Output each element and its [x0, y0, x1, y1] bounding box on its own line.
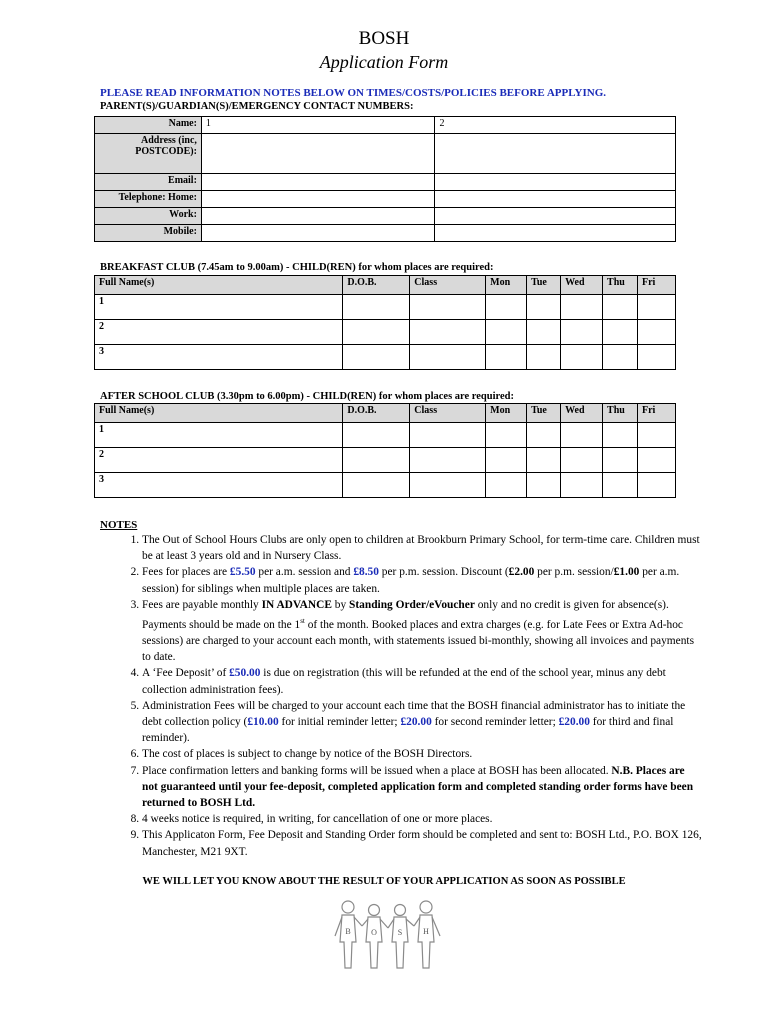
mon-cell[interactable] [486, 345, 527, 370]
contact-label-home: Telephone: Home: [95, 191, 202, 208]
table-row [95, 320, 676, 345]
col-dob: D.O.B. [343, 276, 410, 295]
thu-cell[interactable] [603, 473, 638, 498]
breakfast-table [94, 275, 676, 370]
notes-list [100, 532, 702, 860]
fee-value: £2.00 [508, 566, 535, 579]
contact-field-email-2[interactable] [435, 174, 676, 191]
table-row [95, 448, 676, 473]
note-text: Fees are payable monthly [142, 598, 262, 611]
tue-cell[interactable] [527, 295, 561, 320]
contact-field-mobile-1[interactable] [201, 225, 435, 242]
note-item [142, 746, 702, 762]
mon-cell[interactable] [486, 448, 527, 473]
note-text: The Out of School Hours Clubs are only open to children at Brookburn Primary School, for term-time care. Children must be at least 3 years old and in Nursery Class. [142, 534, 700, 563]
fri-cell[interactable] [638, 345, 676, 370]
contact-label-mobile: Mobile: [95, 225, 202, 242]
col-tue: Tue [527, 404, 561, 423]
table-row [95, 423, 676, 448]
afterschool-heading: AFTER SCHOOL CLUB (3.30pm to 6.00pm) - CHILD(REN) for whom places are required: [100, 391, 514, 402]
contact-field-home-1[interactable] [201, 191, 435, 208]
table-row [95, 191, 676, 208]
note-text: Administration Fees will be charged to your account each time that the BOSH financial administrator has to initiate the debt collection policy ( [142, 699, 686, 729]
contact-field-work-2[interactable] [435, 208, 676, 225]
contact-field-mobile-2[interactable] [435, 225, 676, 242]
note-item [142, 698, 702, 747]
dob-cell[interactable] [343, 320, 410, 345]
child-row-number[interactable]: 1 [95, 295, 343, 320]
tue-cell[interactable] [527, 473, 561, 498]
col-wed: Wed [561, 276, 603, 295]
col-full-name: Full Name(s) [95, 276, 343, 295]
class-cell[interactable] [410, 423, 486, 448]
contact-table [94, 116, 676, 242]
fri-cell[interactable] [638, 473, 676, 498]
page-title: BOSH [358, 28, 410, 49]
result-notice: WE WILL LET YOU KNOW ABOUT THE RESULT OF YOUR APPLICATION AS SOON AS POSSIBLE [142, 876, 626, 887]
col-thu: Thu [603, 404, 638, 423]
thu-cell[interactable] [603, 345, 638, 370]
note-text: A ‘Fee Deposit’ of [142, 667, 230, 680]
fee-value: £20.00 [400, 716, 432, 729]
class-cell[interactable] [410, 295, 486, 320]
contact-label-email: Email: [95, 174, 202, 191]
note-text: by [331, 598, 350, 611]
table-row [95, 117, 676, 134]
read-notes-notice: PLEASE READ INFORMATION NOTES BELOW ON TIMES/COSTS/POLICIES BEFORE APPLYING. [100, 87, 607, 99]
tue-cell[interactable] [527, 448, 561, 473]
note-text: Fees for places are [142, 566, 230, 579]
note-text: for initial reminder letter; [278, 716, 401, 729]
contact-field-email-1[interactable] [201, 174, 435, 191]
note-item [142, 763, 702, 812]
child-row-number[interactable]: 3 [95, 473, 343, 498]
dob-cell[interactable] [343, 295, 410, 320]
note-text: per a.m. session and [255, 566, 354, 579]
breakfast-heading: BREAKFAST CLUB (7.45am to 9.00am) - CHILD(REN) for whom places are required: [100, 262, 494, 273]
wed-cell[interactable] [561, 345, 603, 370]
logo-letter-s: S [397, 928, 403, 937]
fri-cell[interactable] [638, 320, 676, 345]
note-emphasis: N.B. Places are not guaranteed until your fee-deposit, completed application form and completed standing order forms have been returned to BOSH Ltd. [142, 764, 694, 810]
note-text: per p.m. session. Discount ( [378, 566, 509, 579]
page-subtitle: Application Form [319, 52, 449, 72]
thu-cell[interactable] [603, 423, 638, 448]
child-row-number[interactable]: 3 [95, 345, 343, 370]
child-row-number[interactable]: 1 [95, 423, 343, 448]
note-text: Place confirmation letters and banking forms will be issued when a place at BOSH has been allocated. [142, 764, 612, 777]
thu-cell[interactable] [603, 295, 638, 320]
child-row-number[interactable]: 2 [95, 320, 343, 345]
col-tue: Tue [527, 276, 561, 295]
notes-heading: NOTES [100, 519, 138, 531]
afterschool-table [94, 403, 676, 498]
logo-letter-b: B [345, 927, 351, 936]
contact-label-work: Work: [95, 208, 202, 225]
fri-cell[interactable] [638, 423, 676, 448]
fee-value: £50.00 [229, 667, 261, 680]
wed-cell[interactable] [561, 295, 603, 320]
tue-cell[interactable] [527, 320, 561, 345]
note-item [142, 564, 702, 596]
note-text: per p.m. session/ [534, 566, 614, 579]
wed-cell[interactable] [561, 320, 603, 345]
bosh-logo [332, 898, 444, 970]
tue-cell[interactable] [527, 423, 561, 448]
contact-label-address: Address (inc, POSTCODE): [95, 134, 202, 174]
class-cell[interactable] [410, 345, 486, 370]
mon-cell[interactable] [486, 295, 527, 320]
col-fri: Fri [638, 276, 676, 295]
table-header-row [95, 404, 676, 423]
note-text: The cost of places is subject to change by notice of the BOSH Directors. [142, 748, 473, 761]
note-item [142, 827, 702, 859]
col-full-name: Full Name(s) [95, 404, 343, 423]
note-item [142, 665, 702, 697]
contact-field-address-2[interactable] [435, 134, 676, 174]
table-row [95, 225, 676, 242]
fri-cell[interactable] [638, 448, 676, 473]
note-emphasis: IN ADVANCE [261, 598, 332, 611]
note-text: is due on registration (this will be refunded at the end of the school year, minus any debt collection administration fees). [142, 667, 666, 696]
mon-cell[interactable] [486, 320, 527, 345]
contact-heading: PARENT(S)/GUARDIAN(S)/EMERGENCY CONTACT NUMBERS: [100, 101, 414, 112]
note-text: 4 weeks notice is required, in writing, for cancellation of one or more places. [142, 813, 493, 826]
fee-value: £8.50 [353, 566, 379, 579]
col-fri: Fri [638, 404, 676, 423]
col-wed: Wed [561, 404, 603, 423]
col-thu: Thu [603, 276, 638, 295]
thu-cell[interactable] [603, 320, 638, 345]
child-row-number[interactable]: 2 [95, 448, 343, 473]
contact-field-name-2[interactable]: 2 [435, 117, 676, 134]
note-item [142, 532, 702, 564]
table-header-row [95, 276, 676, 295]
wed-cell[interactable] [561, 473, 603, 498]
col-dob: D.O.B. [343, 404, 410, 423]
note-superscript: st [300, 617, 305, 626]
contact-field-name-1[interactable]: 1 [201, 117, 435, 134]
contact-field-address-1[interactable] [201, 134, 435, 174]
col-mon: Mon [486, 276, 527, 295]
note-text: per a.m. session) for siblings when multiple places are taken. [142, 566, 680, 595]
mon-cell[interactable] [486, 423, 527, 448]
table-row [95, 295, 676, 320]
table-row [95, 473, 676, 498]
table-row [95, 134, 676, 174]
note-text: for third and final reminder). [142, 716, 674, 745]
class-cell[interactable] [410, 448, 486, 473]
col-class: Class [410, 276, 486, 295]
dob-cell[interactable] [343, 448, 410, 473]
note-emphasis: Standing Order/eVoucher [349, 598, 475, 611]
dob-cell[interactable] [343, 345, 410, 370]
table-row [95, 174, 676, 191]
note-item [142, 597, 702, 666]
dob-cell[interactable] [343, 423, 410, 448]
tue-cell[interactable] [527, 345, 561, 370]
mon-cell[interactable] [486, 473, 527, 498]
note-text: of the month. Booked places and extra charges (e.g. for Late Fees or Extra Ad-hoc sessions) are charged to your account each month, with statements issued bi-monthly, showing all invoices and payments to date. [142, 618, 695, 664]
fee-value: £5.50 [229, 566, 256, 579]
contact-label-name: Name: [95, 117, 202, 134]
contact-field-home-2[interactable] [435, 191, 676, 208]
thu-cell[interactable] [603, 448, 638, 473]
wed-cell[interactable] [561, 423, 603, 448]
contact-field-work-1[interactable] [201, 208, 435, 225]
note-item [142, 811, 702, 827]
note-text: for second reminder letter; [431, 716, 559, 729]
table-row [95, 208, 676, 225]
col-class: Class [410, 404, 486, 423]
note-text: This Applicaton Form, Fee Deposit and Standing Order form should be completed and sent to: BOSH Ltd., P.O. BOX 126, Manchester, M21 9XT. [142, 829, 702, 858]
logo-letter-o: O [371, 928, 377, 937]
class-cell[interactable] [410, 320, 486, 345]
note-text: only and no credit is given for absence(s). Payments should be made on the 1 [142, 598, 669, 631]
fee-value: £10.00 [247, 716, 279, 729]
wed-cell[interactable] [561, 448, 603, 473]
class-cell[interactable] [410, 473, 486, 498]
table-row [95, 345, 676, 370]
logo-letter-h: H [423, 927, 429, 936]
fri-cell[interactable] [638, 295, 676, 320]
fee-value: £20.00 [558, 716, 590, 729]
dob-cell[interactable] [343, 473, 410, 498]
col-mon: Mon [486, 404, 527, 423]
fee-value: £1.00 [613, 566, 640, 579]
